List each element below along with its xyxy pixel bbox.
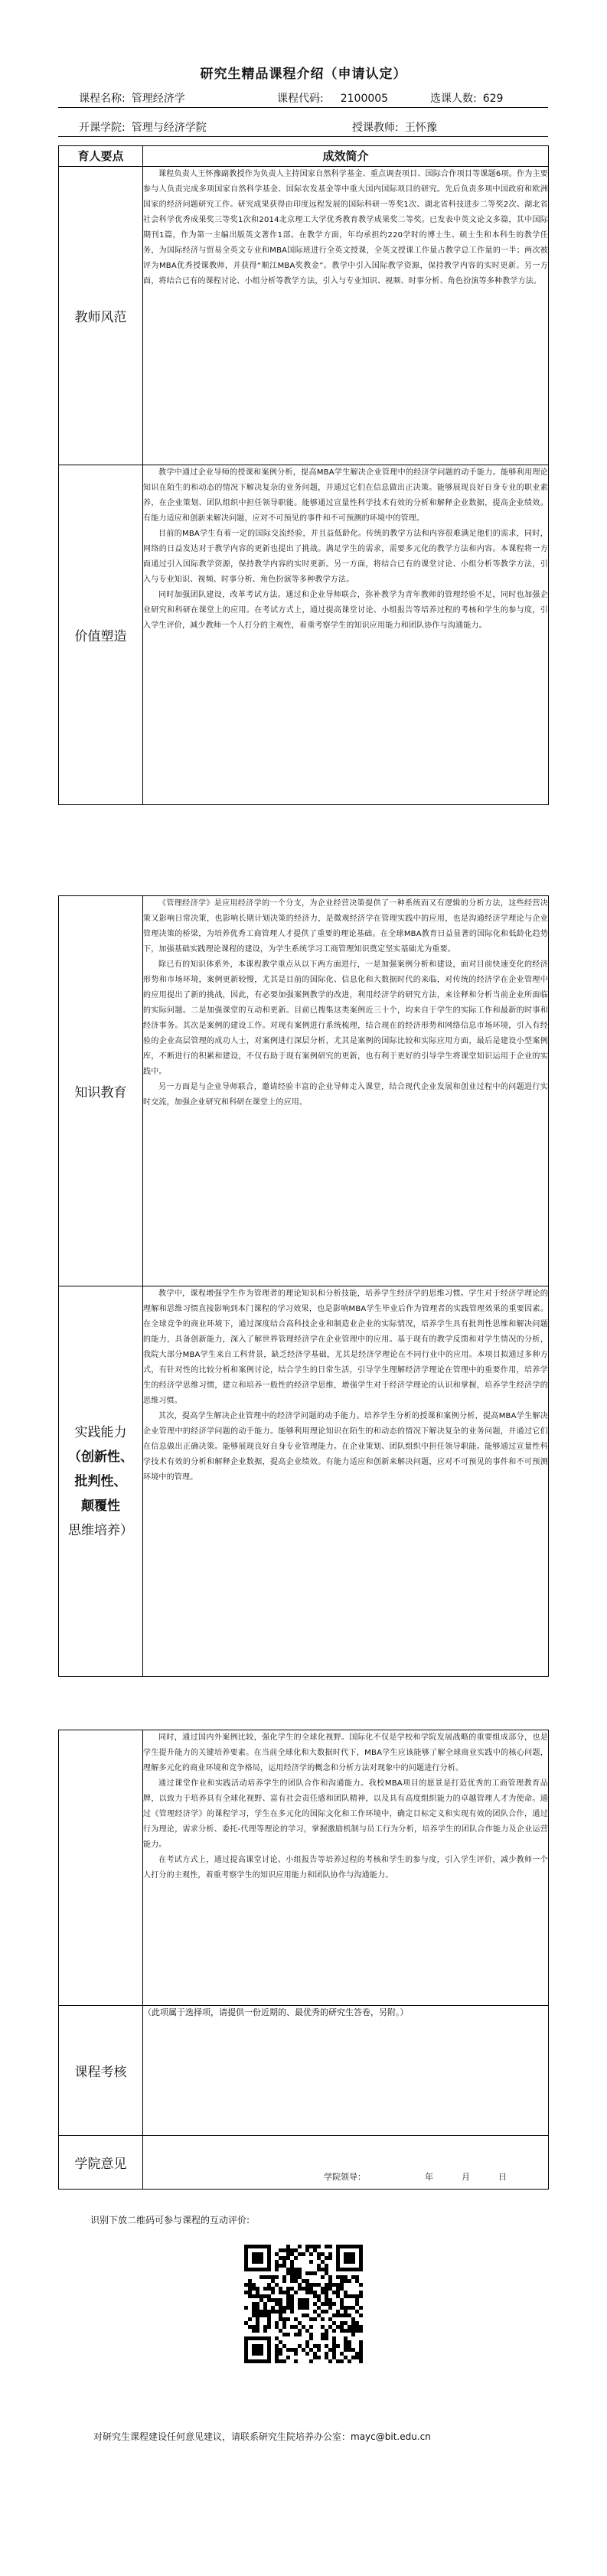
college-leader-signature — [324, 2170, 507, 2183]
page-title: 研究生精品课程介绍（申请认定） — [200, 67, 407, 82]
enrollment-label: 选课人数: — [430, 93, 477, 105]
day-label: 日 — [498, 2172, 507, 2182]
continued-label-cell — [59, 1730, 143, 2006]
col-header-points: 育人要点 — [59, 146, 143, 167]
course-table-page1 — [58, 145, 549, 805]
month-label: 月 — [462, 2172, 470, 2182]
college-field — [79, 119, 207, 135]
paragraph: 教学中通过企业导师的授课和案例分析，提高MBA学生解决企业管理中的经济学问题的动手能力。能够利用理论知识在陌生的和动态的情况下解决复杂的业务问题，并通过它们在信息做出正决策。能够展现良好自身专业的职业素养，在企业策划、团队组织中担任领导职能。能够通过宣量性科学技术有效的分析和解释企业数据，提高企业绩效。有能力适应和创新来解决问题，应对不可预见的事件和不可预测的环境中的管理。 — [143, 468, 548, 523]
row-label-course-review: 课程考核 — [59, 2006, 143, 2136]
course-review-note: （此项属于选择项，请提供一份近期的、最优秀的研究生答卷，另附。） — [143, 2007, 409, 2017]
leader-label: 学院领导： — [324, 2172, 366, 2182]
divider — [58, 107, 548, 108]
footer-contact: 对研究生课程建设任何意见建议，请联系研究生院培养办公室：mayc@bit.edu.cn — [93, 2431, 431, 2442]
qr-caption: 识别下放二维码可参与课程的互动评价: — [90, 2215, 250, 2225]
qr-code-image[interactable] — [244, 2245, 363, 2366]
paragraph: 同时，通过国内外案例比较，强化学生的全球化视野。国际化不仅是学校和学院发展战略的重要组成部分，也是学生提升能力的关键培养要素。在当前全球化和大数据时代下，MBA学生应该能够了解全球商业实践中的核心问题，理解多元化的商业环境和竞争格局，运用经济学的概念和分析方法对现象中的问题进行分析。 — [143, 1733, 548, 1772]
paragraph: 目前的MBA学生有着一定的国际交流经验，并且益低龄化。传统的教学方法和内容很难满足他们的需求，同时，网络的日益发达对于教学内容的更新也提出了挑战。满足学生的需求，需要多元化的教学方法和内容。本课程将一方面通过引入国际教学资源，保持教学内容的实时更新。另一方面，将结合已有的课堂讨论、小组分析等教学方法，引入与专业知识、视频、时事分析、角色扮演等多种教学方法。 — [143, 530, 548, 584]
college-label: 开课学院: — [79, 122, 126, 134]
college-value: 管理与经济学院 — [131, 122, 207, 134]
practice-label-line — [59, 1469, 142, 1494]
course-review-content — [143, 2006, 549, 2136]
practice-label-line — [59, 1445, 142, 1469]
divider — [58, 136, 548, 137]
practice-label-line — [59, 1494, 142, 1518]
practice-label-bold: 批判性、 — [74, 1473, 127, 1489]
paragraph: 其次，提高学生解决企业管理中的经济学问题的动手能力。培养学生分析的授课和案例分析，提高MBA学生解决企业管理中的经济学问题的动手能力。能够利用理论知识在陌生的和动态的情况下解决复杂的业务问题，并通过它们在信息做出正确决策。能够展现良好自身专业管理能力。在企业策划、团队组织中担任领导职能。能够通过宣量性科学技术有效的分析和解释企业数据，提高企业绩效。有能力适应和创新来解决问题，应对不可预见的事件和不可预测环境中的管理。 — [143, 1412, 548, 1482]
teacher-value: 王怀豫 — [404, 122, 437, 134]
paragraph: 另一方面是与企业导师联合，邀请经验丰富的企业导师走入课堂，结合现代企业发展和创业过程中的问题进行实时交流，加强企业研究和科研在课堂上的应用。 — [143, 1083, 548, 1107]
practice-ability-content — [143, 1286, 549, 1677]
enrollment-value: 629 — [482, 93, 504, 105]
paragraph: 除已有的知识体系外，本课程教学重点从以下两方面进行，一是加强案例分析和建设，面对目前快速变化的经济形势和市场环境，案例更新较慢，尤其是目前的国际化、信息化和大数据时代的来临，对传统的经济学在企业管理中的应用提出了新的挑战，因此，有必要加强案例教学的改进，利用经济学的研究方法，来诠释和分析当前企业所面临的实际问题。二是加强课堂的互动和更新。目前已搜集这类案例近三十个，均来自于学生的实际工作和最新的时事和经济事务。其次是案例的建设工作。对现有案例进行系统梳理，结合现在的经济形势和网络信息市场环境，引入有经验的企业高层管理的成功人士，对案例进行深层分析，尤其是案例的国际比较和实际应用方面，最后是建设小型案例库，不断进行的积累和建设，不仅有助于现有案例研究的更新，也有利于更好的引导学生将课堂知识运用于企业的实践中。 — [143, 960, 548, 1076]
paragraph: 教学中，课程增强学生作为管理者的理论知识和分析技能，培养学生经济学的思维习惯。学生对于经济学理论的理解和思维习惯直接影响到本门课程的学习效果，也是影响MBA学生毕业后作为管理者的实践管理效果的重要因素。在全球竞争的商业环境下，通过深度结合高科技企业和制造业企业的实际情况，培养学生具有批判性思维和解决问题的能力，具备创新能力，深入了解世界管理经济学在企业管理中的应用。基于现有的教学反馈和对学生情况的分析，我院大部分MBA学生来自工科背景，缺乏经济学基础，尤其是经济学理论在不同行业中的应用。本项目拟通过多种方式，有针对性的比较分析和案例讨论，结合学生的日常生活，引导学生理解经济学理论在管理中的重要作用，培养学生的经济学思维习惯，建立和培养一般性的经济学思维，增强学生对于经济学理论的认识和掌握，培养学生经济学的思维习惯。 — [143, 1290, 548, 1405]
col-header-results: 成效简介 — [143, 146, 549, 167]
course-code-field — [277, 90, 388, 106]
row-label-value-shaping: 价值塑造 — [59, 465, 143, 805]
practice-label-line: 实践能力 — [74, 1424, 127, 1440]
paragraph: 《管理经济学》是应用经济学的一个分支，为企业经营决策提供了一种系统而又有逻辑的分析方法，这些经营决策又影响日常决策，也影响长期计划决策的经济力，是微观经济学在管理实践中的应用，也是沟通经济学理论与企业管理决策的桥梁，为培养优秀工商管理人才提供了重要的理论基础。在全球MBA教育日益显著的国际化和低龄化趋势下，加强基础实践理论课程的建设，为学生系统学习工商管理知识奠定坚实基础尤为重要。 — [143, 899, 548, 954]
course-name-field — [79, 90, 185, 106]
qr-code-icon — [244, 2245, 363, 2363]
paragraph: 课程负责人王怀豫副教授作为负责人主持国家自然科学基金、重点调查项目、国际合作项目等课题6项。作为主要参与人负责完成多项国家自然科学基金、国际农发基金等中重大国内国际项目的研究。先后负责多项中国政府和欧洲国家的经济问题研究工作。研究成果获得由印度远程发展的国际科研一等奖1次、湖北省科技进步二等奖2次、湖北省社会科学优秀成果奖三等奖1次和2014北京理工大学优秀教育教学成果奖二等奖。已发表中英文论文多篇，其中国际期刊1篇，作为第一主编出版英文著作1部。在教学方面，年均承担约220学时的博士生、硕士生和本科生的教学任务，为国际经济与贸易全英文专业和MBA国际班进行全英文授课，全英文授课工作量占教学总工作量的一半；两次被评为MBA优秀授课教师，并获得“顺江MBA奖教金”。教学中引入国际教学资源，保持教学内容的实时更新。另一方面，将结合已有的课程讨论、小组分析等教学方法，引入与专业知识、视频、时事分析、角色扮演等多种教学方法。 — [143, 170, 548, 285]
course-code-value: 2100005 — [340, 93, 389, 105]
value-shaping-content — [143, 465, 549, 805]
course-table-page2 — [58, 895, 549, 1677]
course-code-label: 课程代码: — [277, 93, 324, 105]
course-name-value: 管理经济学 — [131, 93, 185, 105]
practice-label-bold: 颠覆性 — [81, 1498, 120, 1514]
enrollment-field — [430, 90, 503, 106]
paragraph: 同时加强团队建设，改革考试方法。通过和企业导师联合，弥补教学为青年教师的管理经验不足，同时也加强企业研究和科研在课堂上的应用。在考试方式上，通过提高课堂讨论、小组报告等培养过程的考核和学生的参与度，引入学生评价，减少教师一个人打分的主观性，着重考察学生的知识应用能力和团队协作与沟通能力。 — [143, 591, 548, 630]
college-opinion-content — [143, 2136, 549, 2190]
course-table-page3 — [58, 1730, 549, 2190]
row-label-knowledge-education: 知识教育 — [59, 896, 143, 1286]
practice-ability-content-continued — [143, 1730, 549, 2006]
row-label-teacher-style: 教师风范 — [59, 167, 143, 465]
year-label: 年 — [425, 2172, 433, 2182]
teacher-label: 授课教师: — [352, 122, 399, 134]
practice-label-line: 思维培养） — [68, 1522, 133, 1538]
paragraph: 在考试方式上，通过提高课堂讨论、小组报告等培养过程的考核和学生的参与度，引入学生评价，减少教师一个人打分的主观性，着重考察学生的知识应用能力和团队协作与沟通能力。 — [143, 1856, 548, 1880]
teacher-style-content — [143, 167, 549, 465]
course-name-label: 课程名称: — [79, 93, 126, 105]
row-label-practice-ability — [59, 1286, 143, 1677]
row-label-college-opinion: 学院意见 — [59, 2136, 143, 2190]
paragraph: 通过课堂作业和实践活动培养学生的团队合作和沟通能力。我校MBA项目的愿景是打造优秀的工商管理教育品牌，以致力于培养具有全球化视野、富有社会责任感和团队精神，以及具有高度组织能力的卓越管理人才为使命。通过《管理经济学》的课程学习，学生在多元化的国际文化和工作环境中，确定目标定义和实现有效的团队合作，通过行为理论，需求分析、委托-代理等理论的学习，掌握激励机制与员工行为分析，培养学生的团队合作能力及企业运营能力。 — [143, 1779, 548, 1849]
knowledge-education-content — [143, 896, 549, 1286]
teacher-field — [352, 119, 437, 135]
practice-label-bold: （创新性、 — [68, 1449, 133, 1465]
